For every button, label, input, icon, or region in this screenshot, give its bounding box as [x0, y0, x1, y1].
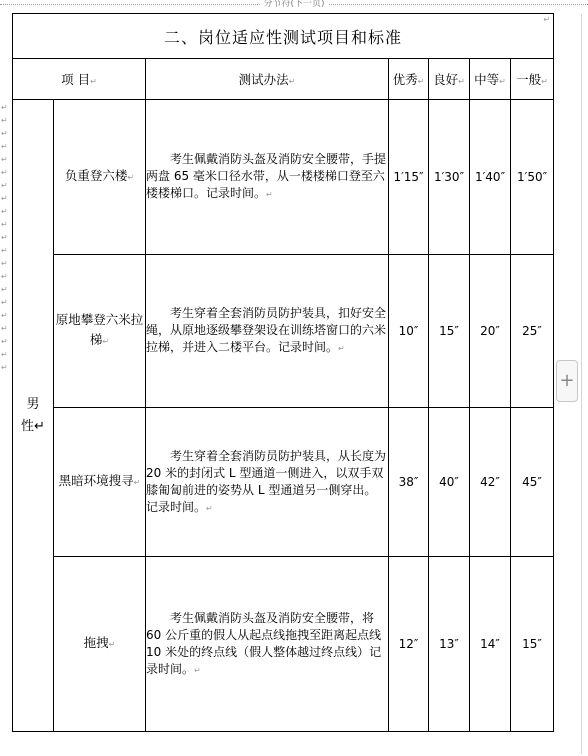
item-cell[interactable]: [54, 255, 146, 408]
paragraph-mark: ↵: [266, 190, 273, 199]
table-row: [13, 408, 554, 557]
paragraph-mark: ↵: [1, 272, 8, 281]
header-item: 项 目: [61, 72, 91, 87]
paragraph-mark: ↵: [1, 233, 8, 242]
paragraph-mark: ↵: [417, 77, 425, 86]
score-value: 38″: [398, 475, 419, 489]
score-value: 1′15″: [393, 170, 424, 184]
header-medium-cell[interactable]: [470, 59, 511, 100]
score-value: 20″: [480, 324, 500, 338]
score-value: 13″: [439, 637, 459, 651]
paragraph-mark: ↵: [288, 77, 296, 86]
paragraph-mark: ↵: [102, 337, 110, 346]
paragraph-mark: ↵: [1, 168, 8, 177]
gender-cell[interactable]: [13, 100, 54, 732]
header-excellent: 优秀: [392, 72, 418, 87]
paragraph-mark: ↵: [1, 220, 8, 229]
score-value: 12″: [398, 637, 419, 651]
paragraph-mark: ↵: [1, 246, 8, 255]
paragraph-mark: ↵: [458, 77, 465, 86]
gender-char: 男: [26, 396, 40, 412]
method-text: 考生佩戴消防头盔及消防安全腰带，将60 公斤重的假人从起点线拖拽至距离起点线 10 米处的终点线（假人整体越过终点线）记录时间。: [146, 610, 382, 676]
paragraph-mark: ↵: [1, 298, 8, 307]
paragraph-mark: ↵: [1, 324, 8, 333]
page-edge: [581, 14, 582, 754]
paragraph-mark: ↵: [1, 285, 8, 294]
method-cell[interactable]: [146, 255, 389, 408]
score-medium[interactable]: [470, 408, 511, 557]
score-medium[interactable]: [470, 100, 511, 255]
score-value: 40″: [439, 475, 459, 489]
header-good-cell[interactable]: [429, 59, 470, 100]
header-good: 良好: [433, 72, 459, 87]
score-value: 1′30″: [433, 170, 465, 184]
item-name: 黑暗环境搜寻: [58, 473, 134, 488]
score-good[interactable]: [429, 255, 470, 408]
header-method: 测试办法: [238, 72, 289, 87]
method-cell[interactable]: [146, 408, 389, 557]
table-title: 二、岗位适应性测试项目和标准: [164, 27, 403, 47]
score-value: 15″: [439, 324, 459, 338]
gender-char: 性: [21, 418, 35, 434]
paragraph-mark: ↵: [338, 344, 345, 353]
table-row: [13, 100, 554, 255]
table-row: [13, 557, 554, 732]
table-row: [13, 255, 554, 408]
item-cell[interactable]: [54, 100, 146, 255]
paragraph-mark: ↵: [194, 665, 201, 675]
paragraph-mark: ↵: [1, 194, 8, 203]
score-good[interactable]: [429, 557, 470, 732]
header-average-cell[interactable]: [511, 59, 554, 100]
header-method-cell[interactable]: [146, 59, 389, 100]
header-medium: 中等: [474, 72, 500, 87]
add-row-button[interactable]: [556, 360, 578, 402]
section-break-label: 分节符(下一页): [259, 0, 328, 9]
score-medium[interactable]: [470, 255, 511, 408]
score-excellent[interactable]: [389, 100, 429, 255]
item-name: 负重登六楼: [64, 168, 128, 183]
score-average[interactable]: [511, 100, 554, 255]
header-item-cell[interactable]: [13, 59, 146, 100]
paragraph-mark: ↵: [1, 337, 8, 346]
score-value: 1′40″: [474, 170, 506, 184]
item-name: 原地攀登六米拉梯: [55, 312, 144, 347]
score-value: 25″: [522, 324, 542, 338]
paragraph-mark: ↵: [133, 478, 141, 487]
score-value: 42″: [480, 475, 500, 489]
score-average[interactable]: [511, 408, 554, 557]
item-cell[interactable]: [54, 408, 146, 557]
paragraph-mark: ↵: [127, 173, 135, 182]
score-medium[interactable]: [470, 557, 511, 732]
method-cell[interactable]: [146, 557, 389, 732]
paragraph-mark: ↵: [1, 207, 8, 216]
method-text: 考生穿着全套消防员防护装具，从长度为 20 米的封闭式 L 型通道一侧进入，以双手双膝匍匐前进的姿势从 L 型通道另一侧穿出。记录时间。: [146, 448, 387, 514]
paragraph-mark: ↵: [499, 77, 506, 86]
score-value: 45″: [522, 475, 542, 489]
paragraph-mark: ↵: [1, 350, 8, 359]
method-text: 考生穿着全套消防员防护装具，扣好安全绳，从原地逐级攀登架设在训练塔窗口的六米拉梯，并进入二楼平台。记录时间。: [146, 306, 387, 354]
paragraph-mark-column: [1, 101, 11, 374]
paragraph-mark: ↵: [108, 640, 116, 649]
score-average[interactable]: [511, 557, 554, 732]
paragraph-mark: ↵: [1, 181, 8, 190]
cell-mark: ↵: [543, 15, 552, 24]
score-value: 10″: [398, 324, 419, 338]
item-name: 拖拽: [83, 635, 109, 650]
score-good[interactable]: [429, 408, 470, 557]
standards-table: [12, 13, 554, 732]
paragraph-mark: ↵: [1, 155, 8, 164]
header-average: 一般: [516, 72, 542, 87]
section-break: [0, 0, 588, 10]
score-excellent[interactable]: [389, 255, 429, 408]
item-cell[interactable]: [54, 557, 146, 732]
paragraph-mark: ↵: [1, 129, 8, 138]
paragraph-mark: ↵: [90, 77, 97, 86]
paragraph-mark: ↵: [206, 503, 213, 513]
document-page: [12, 13, 553, 751]
score-average[interactable]: [511, 255, 554, 408]
paragraph-mark: ↵: [541, 77, 548, 86]
score-value: 1′50″: [516, 170, 548, 184]
table-title-cell[interactable]: [13, 14, 554, 59]
score-value: 14″: [480, 637, 500, 651]
header-excellent-cell[interactable]: [389, 59, 429, 100]
paragraph-mark: ↵: [1, 103, 8, 112]
score-excellent[interactable]: [389, 557, 429, 732]
score-value: 15″: [522, 637, 542, 651]
header-row: [13, 59, 554, 100]
method-text: 考生佩戴消防头盔及消防安全腰带，手提两盘 65 毫米口径水带，从一楼楼梯口登至六楼楼梯口。记录时间。: [146, 152, 387, 200]
plus-icon: +: [559, 370, 575, 391]
score-excellent[interactable]: [389, 408, 429, 557]
method-cell[interactable]: [146, 100, 389, 255]
paragraph-mark: ↵: [1, 116, 8, 125]
paragraph-mark: ↵: [1, 142, 8, 151]
paragraph-mark: ↵: [1, 259, 8, 268]
paragraph-mark: ↵: [1, 363, 8, 372]
score-good[interactable]: [429, 100, 470, 255]
paragraph-mark: ↵: [1, 311, 8, 320]
paragraph-mark: ↵: [34, 418, 45, 434]
